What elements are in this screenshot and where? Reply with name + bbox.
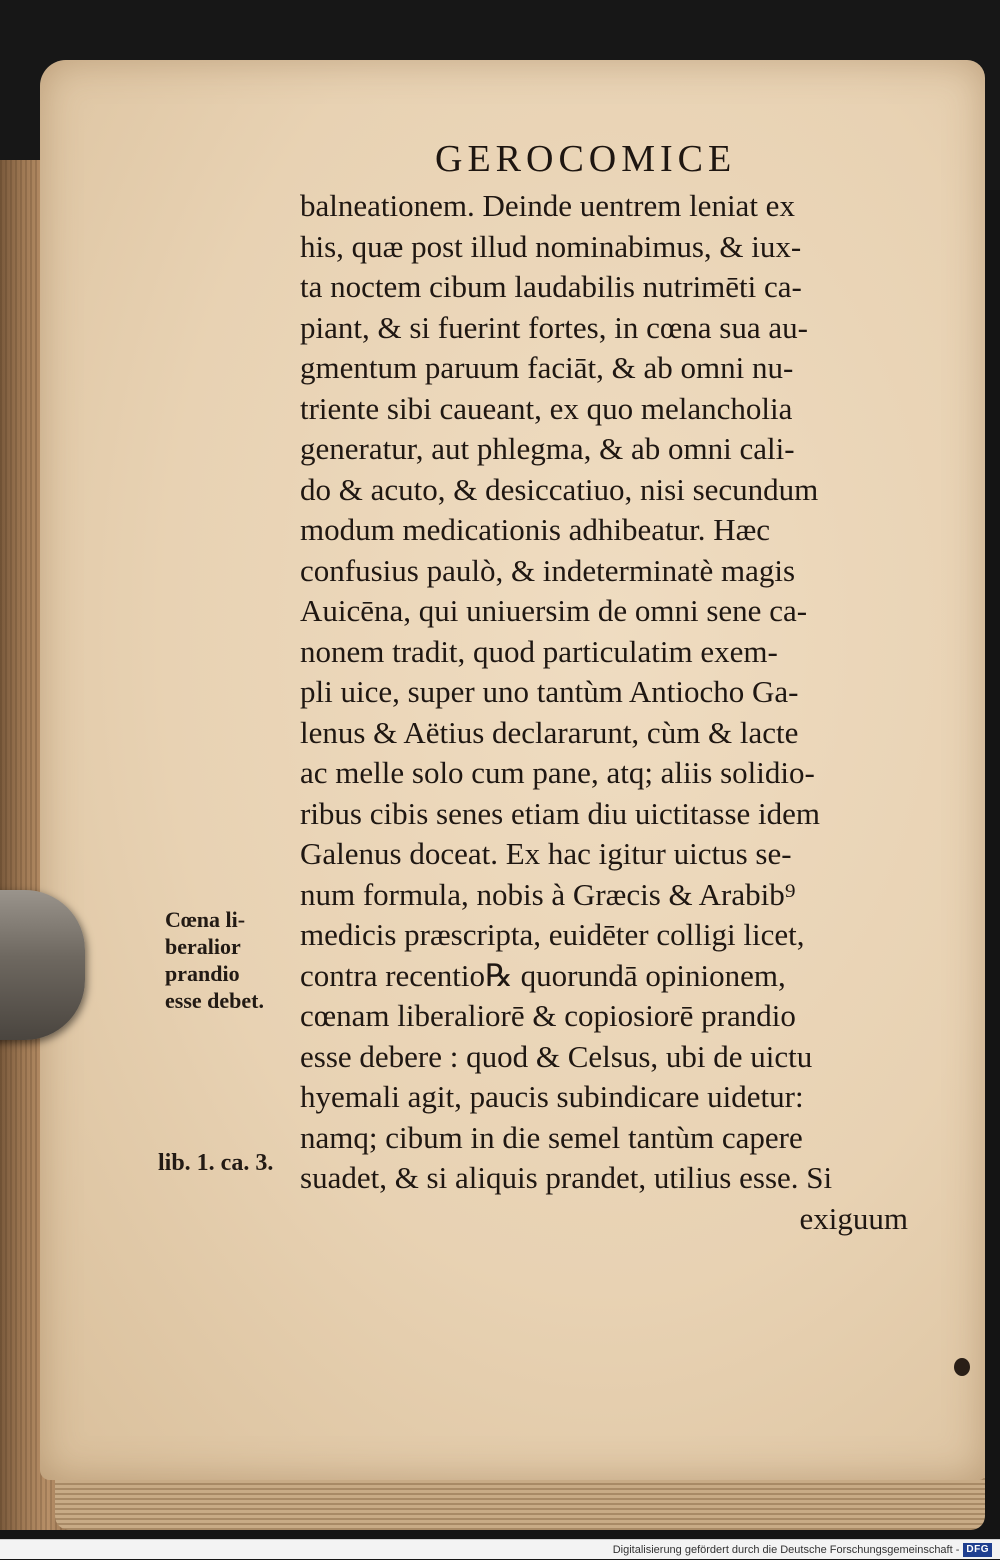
footer-credit: Digitalisierung gefördert durch die Deutsche Forschungsgemeinschaft - bbox=[612, 1544, 960, 1556]
text-line: ta noctem cibum laudabilis nutrimēti ca- bbox=[300, 269, 802, 304]
body-text bbox=[300, 186, 940, 1239]
margin-note-line: beralior bbox=[165, 934, 241, 959]
running-head: GEROCOMICE bbox=[435, 138, 737, 180]
text-line: lenus & Aëtius declararunt, cùm & lacte bbox=[300, 714, 799, 750]
text-line: triente sibi caueant, ex quo melancholia bbox=[300, 390, 793, 426]
text-line: Auicēna, qui uniuersim de omni sene ca- bbox=[300, 593, 808, 628]
footer-bar bbox=[0, 1539, 1000, 1559]
margin-note-cena bbox=[165, 906, 295, 1014]
text-line: nonem tradit, quod particulatim exem- bbox=[300, 633, 778, 669]
text-line: namq; cibum in die semel tantùm capere bbox=[300, 1119, 803, 1155]
text-line: esse debere : quod & Celsus, ubi de uictu bbox=[300, 1038, 813, 1074]
text-line: medicis præscripta, euidēter colligi licet, bbox=[300, 917, 805, 952]
text-line: suadet, & si aliquis prandet, utilius esse. Si bbox=[300, 1160, 833, 1195]
text-line: cœnam liberaliorē & copiosiorē prandio bbox=[300, 998, 796, 1033]
text-line: modum medicationis adhibeatur. Hæc bbox=[300, 512, 771, 547]
text-line: piant, & si fuerint fortes, in cœna sua au- bbox=[300, 309, 808, 345]
text-line: his, quæ post illud nominabimus, & iux- bbox=[300, 228, 802, 264]
dfg-logo[interactable]: DFG bbox=[963, 1543, 992, 1557]
text-line: gmentum paruum faciāt, & ab omni nu- bbox=[300, 350, 794, 385]
text-line: do & acuto, & desiccatiuo, nisi secundum bbox=[300, 471, 819, 507]
margin-note-line: prandio bbox=[165, 961, 240, 986]
margin-note-line: esse debet. bbox=[165, 988, 264, 1013]
text-line: Galenus doceat. Ex hac igitur uictus se- bbox=[300, 836, 792, 871]
text-line: contra recentio℞ quorundā opinionem, bbox=[300, 957, 786, 993]
margin-note-reference: lib. 1. ca. 3. bbox=[158, 1150, 274, 1176]
text-line: confusius paulò, & indeterminatè magis bbox=[300, 552, 796, 588]
text-line: num formula, nobis à Græcis & Arabib⁹ bbox=[300, 876, 796, 912]
text-line: pli uice, super uno tantùm Antiocho Ga- bbox=[300, 674, 799, 709]
text-line: hyemali agit, paucis subindicare uidetur: bbox=[300, 1079, 804, 1114]
text-line: generatur, aut phlegma, & ab omni cali- bbox=[300, 431, 795, 466]
text-line: ribus cibis senes etiam diu uictitasse idem bbox=[300, 795, 821, 831]
text-line: balneationem. Deinde uentrem leniat ex bbox=[300, 188, 795, 223]
ink-dot bbox=[954, 1358, 970, 1376]
text-line: ac melle solo cum pane, atq; aliis solidio- bbox=[300, 755, 815, 790]
margin-note-line: Cœna li- bbox=[165, 907, 246, 932]
catchword: exiguum bbox=[799, 1200, 908, 1236]
